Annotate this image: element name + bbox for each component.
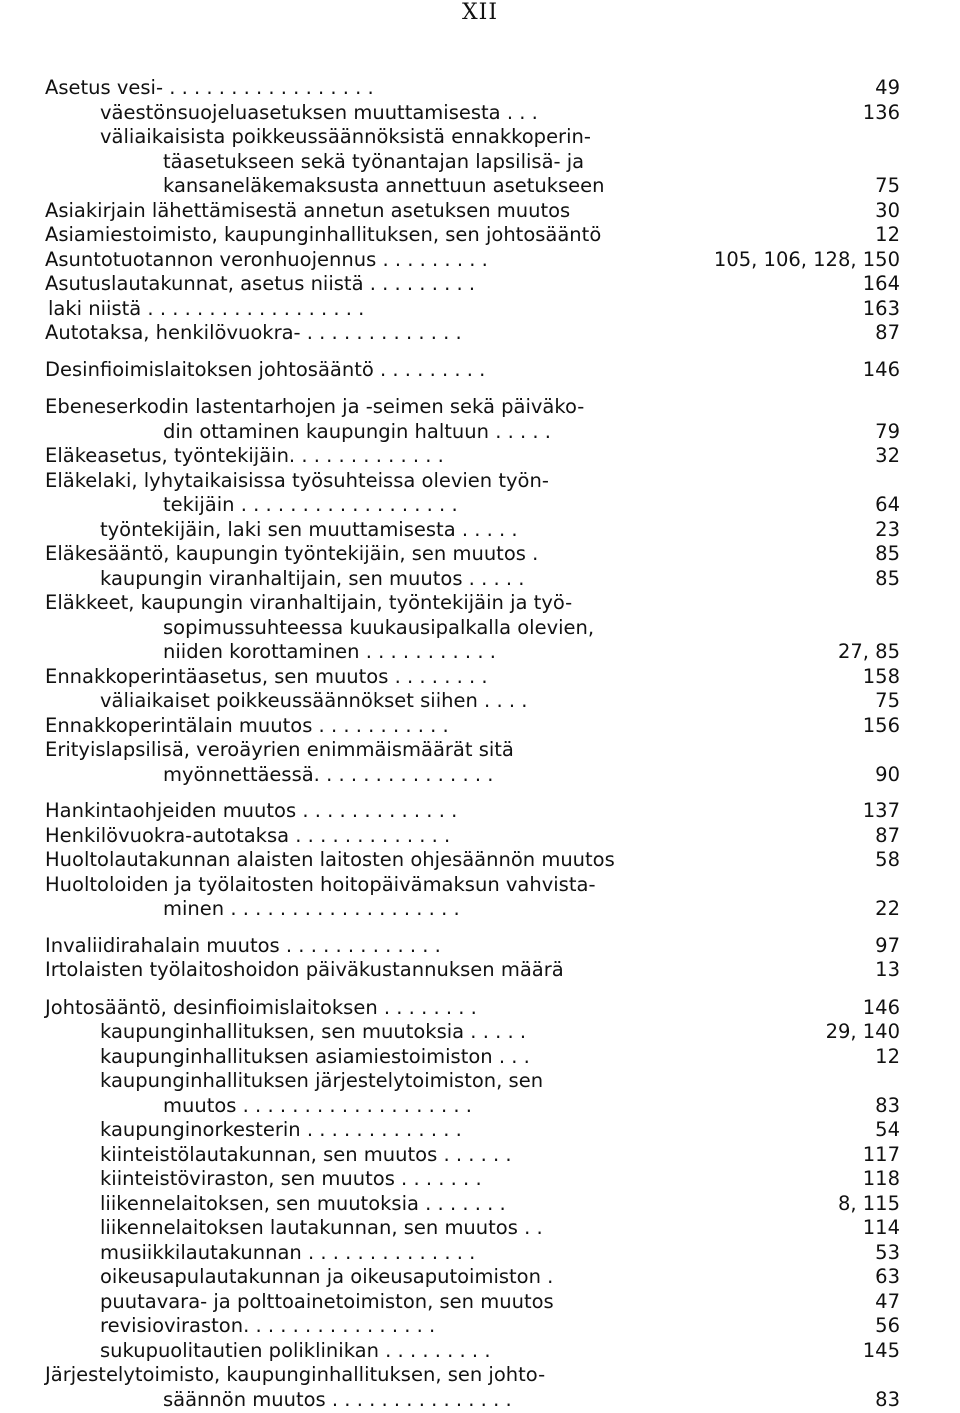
index-entry <box>0 934 960 958</box>
entry-page-numbers: 114 <box>862 1216 900 1239</box>
index-entry <box>0 174 960 198</box>
entry-text: Huoltoloiden ja työlaitosten hoitopäivämaksun vahvista- <box>45 873 596 896</box>
entry-page-numbers: 32 <box>875 444 900 467</box>
index-entry <box>0 799 960 823</box>
entry-text: kiinteistöviraston, sen muutos . . . . . . . <box>100 1167 482 1190</box>
entry-text: oikeusapulautakunnan ja oikeusaputoimiston . <box>100 1265 554 1288</box>
entry-text: muutos . . . . . . . . . . . . . . . . . . . <box>163 1094 472 1117</box>
entry-text: säännön muutos . . . . . . . . . . . . . . . <box>163 1388 512 1411</box>
entry-page-numbers: 12 <box>875 223 900 246</box>
entry-text: Asetus vesi- . . . . . . . . . . . . . . . . . <box>45 76 374 99</box>
index-entry <box>0 738 960 762</box>
entry-page-numbers: 137 <box>862 799 900 822</box>
entry-text: Ennakkoperintälain muutos . . . . . . . . . . . <box>45 714 449 737</box>
index-entry <box>0 493 960 517</box>
index-entry <box>0 1143 960 1167</box>
entry-page-numbers: 136 <box>862 101 900 124</box>
entry-page-numbers: 30 <box>875 199 900 222</box>
entry-page-numbers: 47 <box>875 1290 900 1313</box>
entry-text: Henkilövuokra-autotaksa . . . . . . . . . . . . . <box>45 824 451 847</box>
entry-text: Ebeneserkodin lastentarhojen ja -seimen sekä päiväko- <box>45 395 585 418</box>
entry-text: Johtosääntö, desinfioimislaitoksen . . . . . . . . <box>45 996 477 1019</box>
index-entry <box>0 272 960 296</box>
entry-text: Järjestelytoimisto, kaupunginhallituksen, sen johto- <box>45 1363 546 1386</box>
entry-page-numbers: 27, 85 <box>837 640 900 663</box>
entry-page-numbers: 118 <box>862 1167 900 1190</box>
entry-text: Asiamiestoimisto, kaupunginhallituksen, sen johtosääntö <box>45 223 602 246</box>
entry-page-numbers: 22 <box>875 897 900 920</box>
entry-page-numbers: 146 <box>862 358 900 381</box>
entry-text: Eläkesääntö, kaupungin työntekijäin, sen muutos . <box>45 542 539 565</box>
index-entry <box>0 125 960 149</box>
index-entry <box>0 640 960 664</box>
entry-page-numbers: 90 <box>875 763 900 786</box>
entry-page-numbers: 75 <box>875 174 900 197</box>
entry-text: Huoltolautakunnan alaisten laitosten ohjesäännön muutos <box>45 848 615 871</box>
index-entry <box>0 444 960 468</box>
entry-page-numbers: 117 <box>862 1143 900 1166</box>
index-entry <box>0 358 960 382</box>
entry-text: Eläkeasetus, työntekijäin. . . . . . . . . . . . . <box>45 444 444 467</box>
index-entry <box>0 1265 960 1289</box>
index-entry <box>0 714 960 738</box>
index-entry <box>0 248 960 272</box>
entry-page-numbers: 83 <box>875 1094 900 1117</box>
entry-text: din ottaminen kaupungin haltuun . . . . . <box>163 420 551 443</box>
index-entry <box>0 824 960 848</box>
entry-page-numbers: 85 <box>875 567 900 590</box>
entry-page-numbers: 54 <box>875 1118 900 1141</box>
entry-page-numbers: 145 <box>862 1339 900 1362</box>
entry-page-numbers: 163 <box>862 297 900 320</box>
index-entry <box>0 518 960 542</box>
entry-text: liikennelaitoksen, sen muutoksia . . . . . . . <box>100 1192 506 1215</box>
index-entry <box>0 689 960 713</box>
page-number: XII <box>461 0 499 25</box>
entry-text: kiinteistölautakunnan, sen muutos . . . . . . <box>100 1143 512 1166</box>
entry-page-numbers: 164 <box>862 272 900 295</box>
index-entry <box>0 996 960 1020</box>
entry-page-numbers: 75 <box>875 689 900 712</box>
index-entry <box>0 321 960 345</box>
index-entry <box>0 1363 960 1387</box>
entry-text: Erityislapsilisä, veroäyrien enimmäismäärät sitä <box>45 738 514 761</box>
entry-text: minen . . . . . . . . . . . . . . . . . . . <box>163 897 460 920</box>
entry-page-numbers: 29, 140 <box>825 1020 900 1043</box>
entry-text: kaupunginorkesterin . . . . . . . . . . . . . <box>100 1118 462 1141</box>
entry-page-numbers: 8, 115 <box>837 1192 900 1215</box>
entry-text: Desinfioimislaitoksen johtosääntö . . . . . . . . . <box>45 358 486 381</box>
entry-text: kaupunginhallituksen, sen muutoksia . . . . . <box>100 1020 527 1043</box>
entry-text: väestönsuojeluasetuksen muuttamisesta . . . <box>100 101 538 124</box>
index-entry <box>0 199 960 223</box>
entry-text: Eläkelaki, lyhytaikaisissa työsuhteissa olevien työn- <box>45 469 549 492</box>
index-entry <box>0 897 960 921</box>
index-entry <box>0 665 960 689</box>
index-entry <box>0 591 960 615</box>
entry-page-numbers: 49 <box>875 76 900 99</box>
entry-page-numbers: 12 <box>875 1045 900 1068</box>
entry-text: työntekijäin, laki sen muuttamisesta . . . . . <box>100 518 518 541</box>
index-entry <box>0 469 960 493</box>
entry-page-numbers: 105, 106, 128, 150 <box>713 248 900 271</box>
entry-text: tekijäin . . . . . . . . . . . . . . . . . . <box>163 493 458 516</box>
entry-page-numbers: 156 <box>862 714 900 737</box>
index-entry <box>0 1045 960 1069</box>
index-entry <box>0 297 960 321</box>
entry-text: puutavara- ja polttoainetoimiston, sen muutos <box>100 1290 554 1313</box>
entry-text: Irtolaisten työlaitoshoidon päiväkustannuksen määrä <box>45 958 564 981</box>
entry-page-numbers: 64 <box>875 493 900 516</box>
index-entry <box>0 873 960 897</box>
index-entry <box>0 101 960 125</box>
index-entry <box>0 1192 960 1216</box>
entry-text: musiikkilautakunnan . . . . . . . . . . . . . . <box>100 1241 476 1264</box>
entry-page-numbers: 53 <box>875 1241 900 1264</box>
entry-text: laki niistä . . . . . . . . . . . . . . . . . . <box>48 297 365 320</box>
entry-text: sukupuolitautien poliklinikan . . . . . . . . . <box>100 1339 491 1362</box>
entry-text: revisioviraston. . . . . . . . . . . . . . . . <box>100 1314 436 1337</box>
entry-text: myönnettäessä. . . . . . . . . . . . . . . <box>163 763 494 786</box>
entry-text: Invaliidirahalain muutos . . . . . . . . . . . . . <box>45 934 441 957</box>
index-entry <box>0 395 960 419</box>
index-entry <box>0 1314 960 1338</box>
entry-page-numbers: 79 <box>875 420 900 443</box>
entry-page-numbers: 23 <box>875 518 900 541</box>
entry-page-numbers: 58 <box>875 848 900 871</box>
entry-page-numbers: 56 <box>875 1314 900 1337</box>
index-entry <box>0 958 960 982</box>
index-entry <box>0 1388 960 1412</box>
index-entry <box>0 1069 960 1093</box>
index-entry <box>0 848 960 872</box>
entry-page-numbers: 13 <box>875 958 900 981</box>
entry-text: täasetukseen sekä työnantajan lapsilisä- ja <box>163 150 585 173</box>
index-entry <box>0 1118 960 1142</box>
entry-page-numbers: 158 <box>862 665 900 688</box>
entry-text: Ennakkoperintäasetus, sen muutos . . . . . . . . <box>45 665 488 688</box>
entry-page-numbers: 87 <box>875 321 900 344</box>
index-entry <box>0 150 960 174</box>
entry-page-numbers: 85 <box>875 542 900 565</box>
index-entry <box>0 223 960 247</box>
index-entry <box>0 1216 960 1240</box>
entry-page-numbers: 63 <box>875 1265 900 1288</box>
entry-text: Hankintaohjeiden muutos . . . . . . . . . . . . . <box>45 799 458 822</box>
entry-text: kaupungin viranhaltijain, sen muutos . . . . . <box>100 567 525 590</box>
index-entry <box>0 1241 960 1265</box>
entry-text: väliaikaiset poikkeussäännökset siihen . . . . <box>100 689 528 712</box>
index-entry <box>0 76 960 100</box>
entry-page-numbers: 87 <box>875 824 900 847</box>
entry-text: niiden korottaminen . . . . . . . . . . . <box>163 640 496 663</box>
entry-text: kansaneläkemaksusta annettuun asetukseen <box>163 174 605 197</box>
index-entry <box>0 1339 960 1363</box>
index-entry <box>0 1167 960 1191</box>
entry-page-numbers: 146 <box>862 996 900 1019</box>
entry-text: kaupunginhallituksen asiamiestoimiston . . . <box>100 1045 530 1068</box>
index-entry <box>0 420 960 444</box>
entry-text: Asutuslautakunnat, asetus niistä . . . . . . . . . <box>45 272 476 295</box>
entry-text: Eläkkeet, kaupungin viranhaltijain, työntekijäin ja työ- <box>45 591 573 614</box>
entry-page-numbers: 97 <box>875 934 900 957</box>
entry-page-numbers: 83 <box>875 1388 900 1411</box>
index-entry <box>0 1290 960 1314</box>
entry-text: väliaikaisista poikkeussäännöksistä ennakkoperin- <box>100 125 591 148</box>
index-entry <box>0 763 960 787</box>
entry-text: sopimussuhteessa kuukausipalkalla olevien, <box>163 616 595 639</box>
entry-text: Asiakirjain lähettämisestä annetun asetuksen muutos <box>45 199 571 222</box>
index-entry <box>0 542 960 566</box>
entry-text: Autotaksa, henkilövuokra- . . . . . . . . . . . . . <box>45 321 462 344</box>
entry-text: kaupunginhallituksen järjestelytoimiston, sen <box>100 1069 544 1092</box>
entry-text: Asuntotuotannon veronhuojennus . . . . . . . . . <box>45 248 488 271</box>
index-entry <box>0 616 960 640</box>
index-entry <box>0 1020 960 1044</box>
index-entry <box>0 1094 960 1118</box>
entry-text: liikennelaitoksen lautakunnan, sen muutos . . <box>100 1216 543 1239</box>
index-entry <box>0 567 960 591</box>
